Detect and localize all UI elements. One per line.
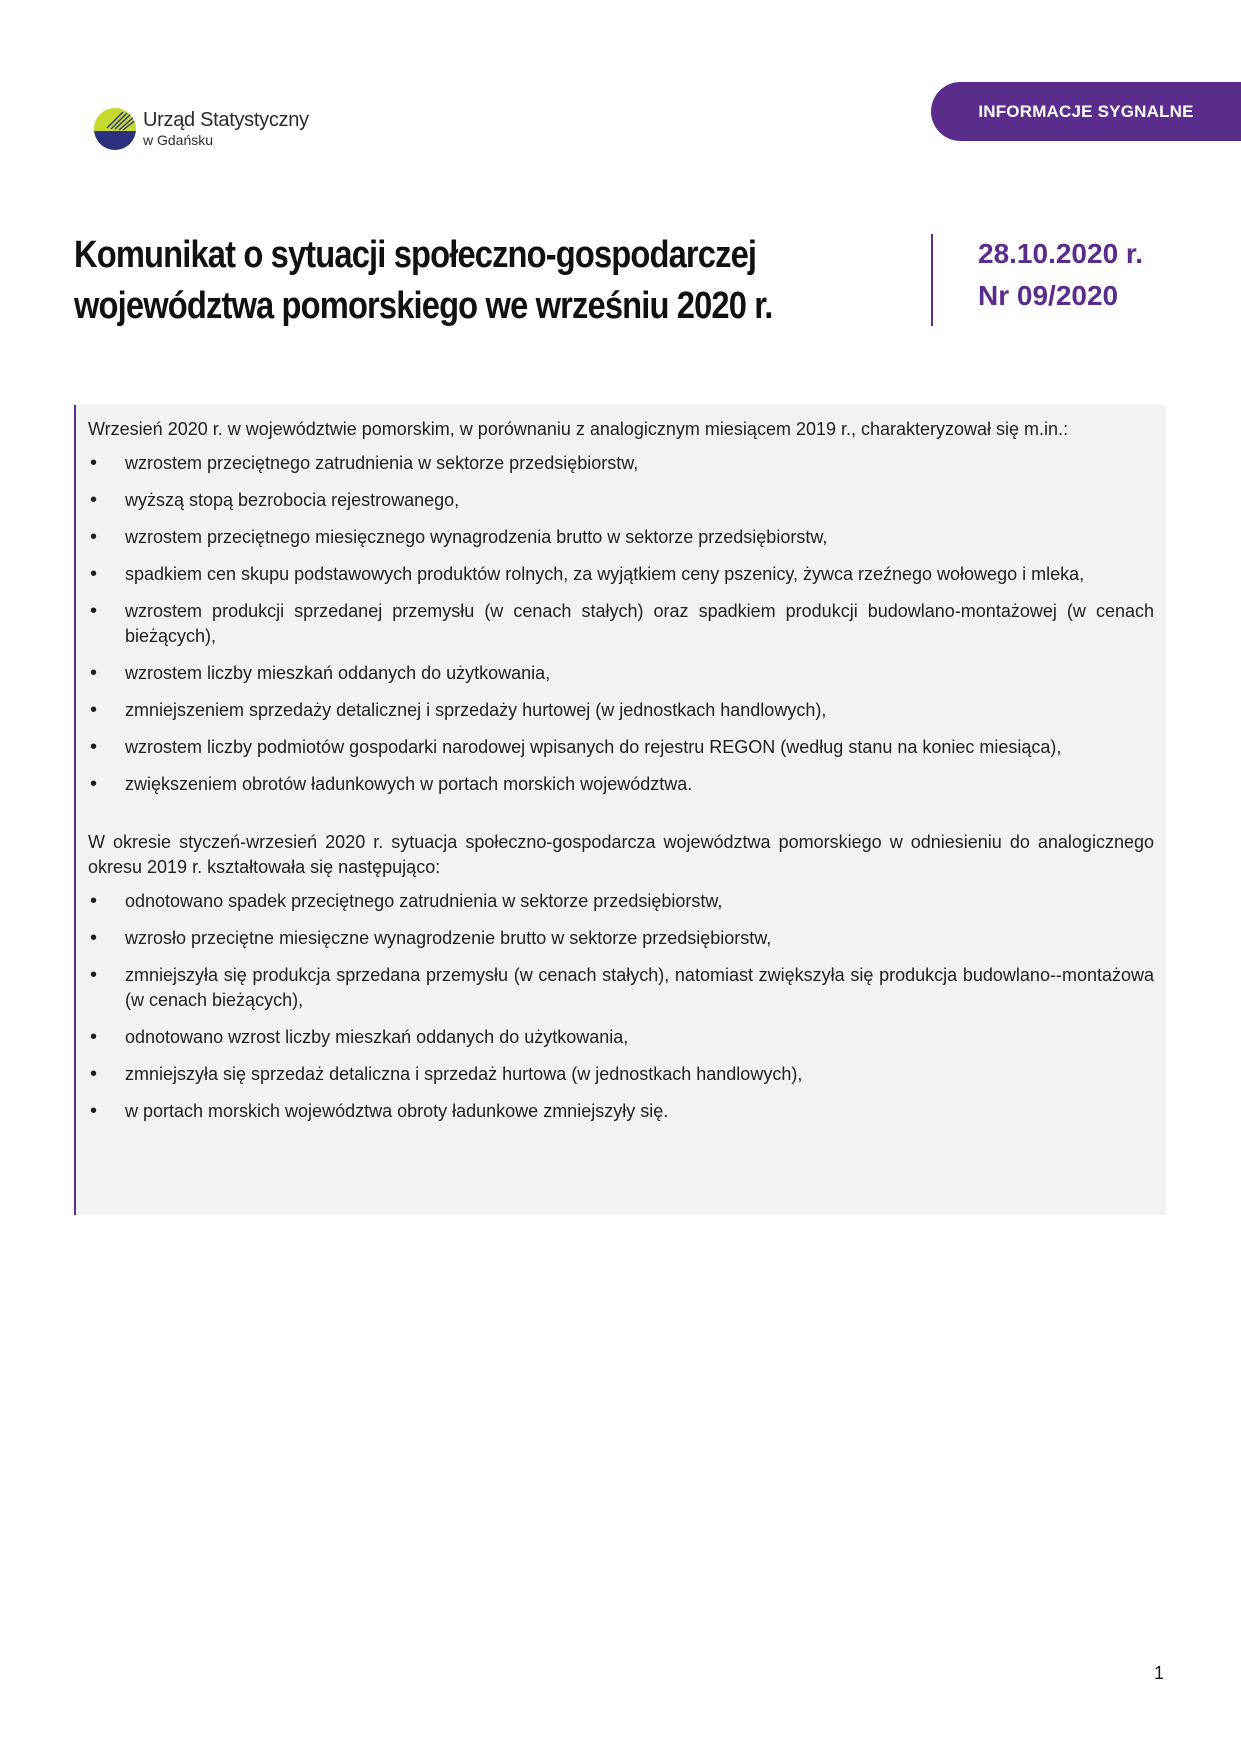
summary-list-period: [88, 889, 1154, 1124]
logo-location: w Gdańsku: [143, 132, 214, 149]
logo-institution-name: Urząd Statystyczny: [143, 109, 309, 132]
list-item: • zwiększeniem obrotów ładunkowych w portach morskich województwa.: [88, 772, 1154, 797]
list-item: • zmniejszyła się produkcja sprzedana przemysłu (w cenach stałych), natomiast zwiększyła się produkcja budowlano--montażowa (w cenach bieżących),: [88, 963, 1154, 1013]
list-item: • zmniejszyła się sprzedaż detaliczna i sprzedaż hurtowa (w jednostkach handlowych),: [88, 1062, 1154, 1087]
logo-emblem: [93, 98, 137, 160]
list-item: • wzrosło przeciętne miesięczne wynagrodzenie brutto w sektorze przedsiębiorstw,: [88, 926, 1154, 951]
list-item: • wzrostem produkcji sprzedanej przemysłu (w cenach stałych) oraz spadkiem produkcji budowlano-montażowej (w cenach bieżących),: [88, 599, 1154, 649]
page-number: 1: [1154, 1663, 1165, 1683]
list-item: • wzrostem liczby podmiotów gospodarki narodowej wpisanych do rejestru REGON (według stanu na koniec miesiąca),: [88, 735, 1154, 760]
summary-intro-period: W okresie styczeń-wrzesień 2020 r. sytuacja społeczno-gospodarcza województwa pomorskiego w odniesieniu do analogicznego okresu 2019 r. kształtowała się następująco:: [88, 832, 1154, 877]
list-item: • w portach morskich województwa obroty ładunkowe zmniejszyły się.: [88, 1099, 1154, 1124]
list-item: • zmniejszeniem sprzedaży detalicznej i sprzedaży hurtowej (w jednostkach handlowych),: [88, 698, 1154, 723]
summary-box: [74, 405, 1166, 1215]
list-item: • wzrostem przeciętnego miesięcznego wynagrodzenia brutto w sektorze przedsiębiorstw,: [88, 525, 1154, 550]
logo: [93, 98, 309, 160]
publication-date: 28.10.2020 r.: [978, 238, 1144, 269]
list-item: • odnotowano spadek przeciętnego zatrudnienia w sektorze przedsiębiorstw,: [88, 889, 1154, 914]
header-divider: [931, 234, 933, 326]
list-item: • odnotowano wzrost liczby mieszkań oddanych do użytkowania,: [88, 1025, 1154, 1050]
title-line-1: Komunikat o sytuacji społeczno-gospodarczej: [74, 234, 757, 276]
publication-meta: [978, 233, 1143, 317]
document-title: [74, 230, 788, 332]
logo-text: [143, 109, 309, 148]
list-item: • wzrostem liczby mieszkań oddanych do użytkowania,: [88, 661, 1154, 686]
list-item: • spadkiem cen skupu podstawowych produktów rolnych, za wyjątkiem ceny pszenicy, żywca rzeźnego wołowego i mleka,: [88, 562, 1154, 587]
summary-list-september: [88, 451, 1154, 797]
list-item: • wyższą stopą bezrobocia rejestrowanego,: [88, 488, 1154, 513]
title-line-2: województwa pomorskiego we wrześniu 2020 r.: [74, 285, 773, 327]
list-item: • wzrostem przeciętnego zatrudnienia w sektorze przedsiębiorstw,: [88, 451, 1154, 476]
summary-intro: Wrzesień 2020 r. w województwie pomorskim, w porównaniu z analogicznym miesiącem 2019 r., charakteryzował się m.in.:: [88, 419, 1069, 439]
publication-number: Nr 09/2020: [978, 280, 1119, 311]
signal-info-tab: INFORMACJE SYGNALNE: [931, 82, 1241, 141]
